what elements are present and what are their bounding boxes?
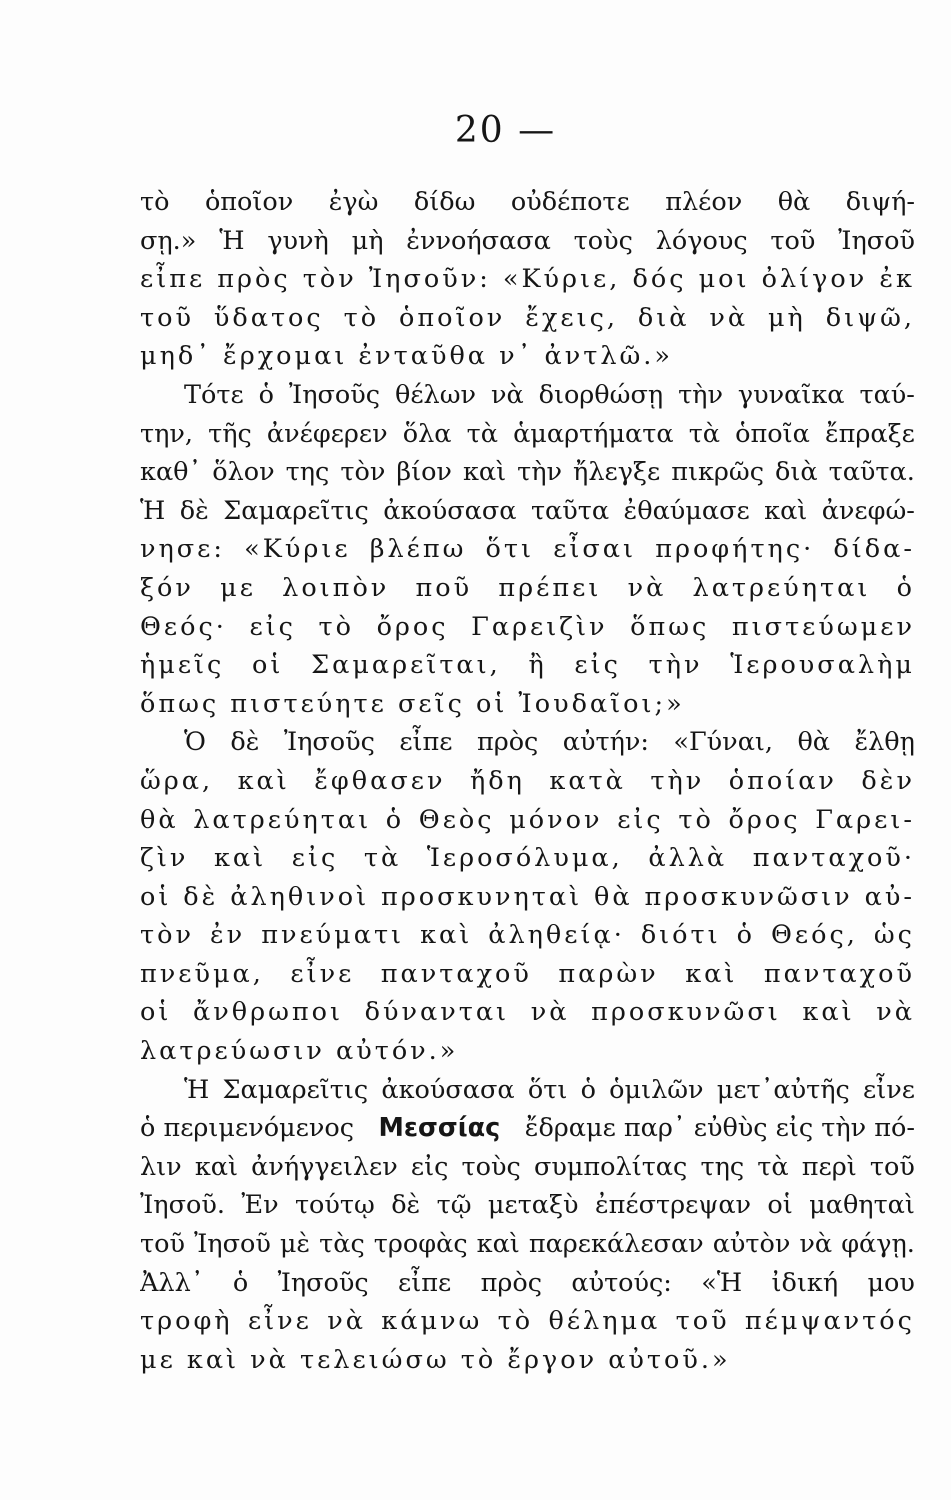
word: της <box>700 1151 745 1182</box>
word: τὸ <box>497 1306 534 1337</box>
word: ἰδική <box>771 1267 839 1298</box>
word: ὅτι <box>527 1074 568 1105</box>
word: ἐννοήσασα <box>406 225 551 256</box>
word: Γαρειζὶν <box>471 611 608 642</box>
word: νὰ <box>327 1306 366 1337</box>
word: τροφὰς <box>373 1229 468 1260</box>
word: τὴν <box>678 379 723 410</box>
text-line <box>140 839 915 878</box>
word: Ἡ <box>140 495 166 526</box>
word: ὁ <box>736 920 755 951</box>
word: τῷ <box>436 1190 472 1221</box>
text-line <box>140 608 915 647</box>
text-line <box>140 260 915 299</box>
word: λατρεύηται <box>692 572 871 603</box>
word: «Γύναι, <box>673 727 774 758</box>
word: τὰ <box>466 418 498 449</box>
word: διὰ <box>775 457 818 488</box>
page-text <box>140 183 915 1379</box>
word: ἀκούσασα <box>383 495 517 526</box>
word: ταῦτα <box>530 495 610 526</box>
word: Ἰησοῦς <box>288 379 381 410</box>
word: Θεός· <box>140 611 227 642</box>
word: πνεῦμα, <box>140 958 264 989</box>
word: διὰ <box>637 302 690 333</box>
word: οὐδέποτε <box>510 187 630 217</box>
word: τὸ <box>678 804 714 835</box>
word: ὁμιλῶν <box>609 1074 704 1105</box>
word: καὶ <box>685 958 738 989</box>
word: Ἰησοῦ <box>838 225 915 256</box>
text-line <box>140 993 915 1032</box>
word: ταύ- <box>859 379 915 410</box>
word: συμπολίτας <box>533 1151 688 1182</box>
text-line-messias <box>140 1109 915 1148</box>
text-segment: ἔδραμε παρ᾽ εὐθὺς εἰς τὴν πό- <box>524 1113 915 1144</box>
word: ἀνεφώ- <box>821 495 915 526</box>
word: καὶ <box>213 843 267 874</box>
text-line <box>140 1225 915 1264</box>
word: Σαμαρεῖτις <box>222 1074 369 1105</box>
word: εἶπε <box>399 727 453 758</box>
text-line: λατρεύωσιν αὐτόν.» <box>140 1036 459 1067</box>
word: εἰς <box>410 1151 449 1182</box>
word: γυνὴ <box>267 225 329 256</box>
word: εἰς <box>574 650 621 681</box>
word: νησε: <box>140 534 225 565</box>
word: μου <box>867 1267 915 1298</box>
word: τὰ <box>363 843 402 874</box>
word: Ἀλλ᾽ <box>140 1267 204 1298</box>
word: ἄνθρωποι <box>193 997 343 1028</box>
word: γυναῖκα <box>737 379 845 410</box>
word: τοὺς <box>573 225 633 256</box>
word: πρὸς <box>217 264 291 295</box>
word: ξόν <box>140 572 194 603</box>
word: εἰς <box>249 611 296 642</box>
word: τὸ <box>140 187 170 217</box>
word: εἶνε <box>290 958 355 989</box>
word: νὰ <box>799 1229 833 1260</box>
word: ὁ <box>580 1074 596 1105</box>
text-line <box>140 530 915 569</box>
word: διψή- <box>845 187 915 217</box>
word: ἀκούσασα <box>381 1074 515 1105</box>
word: πέμψαντός <box>744 1306 915 1337</box>
word: καὶ <box>476 1229 520 1260</box>
word: αὐτούς: <box>571 1267 672 1298</box>
text-line <box>140 453 915 492</box>
word: πρέπει <box>498 572 602 603</box>
word: τὸ <box>343 302 380 333</box>
word: λοιπὸν <box>282 572 390 603</box>
word: προσκυνῶσι <box>591 997 781 1028</box>
text-line <box>140 723 915 762</box>
word: καὶ <box>802 997 855 1028</box>
word: τὰς <box>319 1229 365 1260</box>
text-line <box>140 762 915 801</box>
word: Ἡ <box>219 225 245 256</box>
word: ἔπραξε <box>824 418 915 449</box>
word: φάγῃ. <box>841 1229 915 1260</box>
word: καὶ <box>194 1151 238 1182</box>
word: εἶπε <box>398 1267 452 1298</box>
word: τοῦ <box>140 1229 185 1260</box>
word: Θεός, <box>771 920 858 951</box>
word: αὐτὸν <box>712 1229 791 1260</box>
text-line <box>140 376 915 415</box>
word: εἶνε <box>863 1074 915 1105</box>
text-line <box>140 1302 915 1341</box>
word: τὴν <box>650 765 705 796</box>
word: παρεκάλεσαν <box>528 1229 704 1260</box>
word: κατὰ <box>549 765 626 796</box>
word: ἤλεγξε <box>573 457 661 488</box>
word: τῆς <box>208 418 252 449</box>
word: θέλων <box>394 379 476 410</box>
text-segment: ὁ περιμενόμενος <box>140 1113 354 1144</box>
word: καὶ <box>237 765 290 796</box>
word: ὁ <box>258 379 274 410</box>
word: προσκυνῶσιν <box>644 881 853 912</box>
word: Σαμαρεῖτις <box>223 495 369 526</box>
word: ὄρος <box>376 611 449 642</box>
word: νὰ <box>627 572 667 603</box>
word: ἔφθασεν <box>314 765 446 796</box>
word: εἶπε <box>140 264 206 295</box>
text-line <box>140 1071 915 1110</box>
word: τὸν <box>140 920 194 951</box>
word: ἐκ <box>879 264 915 295</box>
word: «Ἡ <box>701 1267 743 1298</box>
text-line <box>140 1186 915 1225</box>
word: ἀλλὰ <box>648 843 728 874</box>
word: τούτῳ <box>294 1190 375 1221</box>
word: νὰ <box>709 302 749 333</box>
word: ἤδη <box>469 765 525 796</box>
word: παρὼν <box>558 958 659 989</box>
word: δὲ <box>179 495 209 526</box>
word: μοι <box>698 264 750 295</box>
word: πρὸς <box>480 1267 542 1298</box>
word: «Κύριε, <box>502 264 621 295</box>
word: μαθηταὶ <box>809 1190 915 1221</box>
word: ἀνήγγειλεν <box>251 1151 398 1182</box>
word: διψῶ, <box>825 302 915 333</box>
text-line <box>140 801 915 840</box>
word: ὄρος <box>728 804 801 835</box>
word: ὅπως <box>630 611 710 642</box>
word: ἐγὼ <box>328 187 379 217</box>
word: βλέπω <box>369 534 467 565</box>
text-line <box>140 1264 915 1303</box>
word: μὴ <box>351 225 384 256</box>
word: εἶσαι <box>553 534 637 565</box>
word: ὁποῖον <box>204 187 294 217</box>
word: της <box>285 457 330 488</box>
word: ἐθαύμασε <box>623 495 750 526</box>
word: προσκυνηταὶ <box>381 881 583 912</box>
word: ἢ <box>528 650 547 681</box>
word: δίδω <box>413 187 476 217</box>
text-line <box>140 569 915 608</box>
word: πιστεύωμεν <box>731 611 915 642</box>
word: νὰ <box>490 379 524 410</box>
word: ταῦτα. <box>828 457 915 488</box>
word: ὁποίαν <box>728 765 837 796</box>
word: λατρεύηται <box>193 804 372 835</box>
word: τὴν <box>648 650 703 681</box>
word: τὰ <box>688 418 721 449</box>
word: Ἱεροσόλυμα, <box>426 843 623 874</box>
word: ὁ <box>896 572 915 603</box>
word: εἶνε <box>247 1306 312 1337</box>
word: δὲν <box>861 765 915 796</box>
text-line <box>140 183 915 222</box>
word: δός <box>632 264 687 295</box>
word: βίον <box>396 457 452 488</box>
word: τοῦ <box>770 225 816 256</box>
word: Ἡ <box>184 1074 210 1105</box>
word: τοῦ <box>869 1151 915 1182</box>
word: ὁποῖον <box>398 302 506 333</box>
text-line <box>140 415 915 454</box>
word: τοῦ <box>675 1306 730 1337</box>
word: οἱ <box>140 881 172 912</box>
word: περὶ <box>801 1151 857 1182</box>
word: οἱ <box>767 1190 793 1221</box>
text-line <box>140 955 915 994</box>
word: Ἐν <box>241 1190 279 1221</box>
word: δὲ <box>391 1190 421 1221</box>
text-line <box>140 1148 915 1187</box>
word: ἁμαρτήματα <box>513 418 674 449</box>
word: ὁ <box>385 804 405 835</box>
text-line <box>140 492 915 531</box>
word: μεταξὺ <box>487 1190 579 1221</box>
word: ἡμεῖς <box>140 650 225 681</box>
word: ποῦ <box>415 572 473 603</box>
word: μὴ <box>767 302 806 333</box>
word: δὲ <box>183 881 219 912</box>
word: καὶ <box>764 495 808 526</box>
word: καὶ <box>420 920 473 951</box>
word: θὰ <box>594 881 633 912</box>
word: πανταχοῦ· <box>752 843 915 874</box>
word: ὅλον <box>212 457 275 488</box>
word: Ὁ <box>184 727 206 758</box>
word: πανταχοῦ <box>763 958 915 989</box>
word: θέλημα <box>548 1306 661 1337</box>
word: μόνον <box>509 804 603 835</box>
word: ὁποῖα <box>735 418 810 449</box>
text-line <box>140 916 915 955</box>
word: Ἰησοῦς <box>277 1267 369 1298</box>
word: ἔλθῃ <box>854 727 915 758</box>
word: πανταχοῦ <box>380 958 532 989</box>
word: εἰς <box>617 804 664 835</box>
word: καθ᾽ <box>140 457 202 488</box>
word: ἀληθινοὶ <box>230 881 370 912</box>
word: διότι <box>640 920 721 951</box>
word: θὰ <box>140 804 179 835</box>
word: «Κύριε <box>244 534 351 565</box>
word: Ἰησοῦ <box>194 1229 271 1260</box>
word: τὸν <box>340 457 386 488</box>
word: Ἰησοῦς <box>283 727 375 758</box>
word: με <box>220 572 256 603</box>
word: τὸν <box>302 264 357 295</box>
word: εἰς <box>291 843 339 874</box>
word: τοῦ <box>140 302 194 333</box>
word: πικρῶς <box>671 457 764 488</box>
word: θὰ <box>797 727 831 758</box>
word: Ἰησοῦν: <box>368 264 491 295</box>
word: ὅλα <box>402 418 452 449</box>
word: δὲ <box>230 727 260 758</box>
word: τὸ <box>318 611 354 642</box>
word: ὁ <box>232 1267 249 1298</box>
word: νὰ <box>530 997 570 1028</box>
page-number: 20 — <box>454 110 557 151</box>
word: ἔχεις, <box>525 302 618 333</box>
text-line: μηδ᾽ ἔρχομαι ἐνταῦθα ν᾽ ἀντλῶ.» <box>140 341 673 372</box>
word: Τότε <box>184 379 244 410</box>
word: την, <box>140 418 193 449</box>
word: ὡς <box>873 920 915 951</box>
text-line: με καὶ νὰ τελειώσω τὸ ἔργον αὐτοῦ.» <box>140 1344 731 1375</box>
word: νὰ <box>876 997 915 1028</box>
word: μὲ <box>279 1229 311 1260</box>
word: Ἱερουσαλὴμ <box>730 650 915 681</box>
text-line <box>140 878 915 917</box>
text-line <box>140 299 915 338</box>
word: δίδα- <box>833 534 915 565</box>
word: οἱ <box>140 997 172 1028</box>
word: αὐτήν: <box>562 727 649 758</box>
word: προφήτης· <box>655 534 815 565</box>
word: ζὶν <box>140 843 189 874</box>
word: κάμνω <box>381 1306 483 1337</box>
word: μετ᾽αὐτῆς <box>716 1074 850 1105</box>
word: Θεὸς <box>418 804 495 835</box>
word: πρὸς <box>476 727 539 758</box>
word: τὴν <box>517 457 563 488</box>
word: δύνανται <box>364 997 510 1028</box>
word: αὐ- <box>864 881 915 912</box>
word: τὰ <box>757 1151 789 1182</box>
word: ἀνέφερεν <box>266 418 388 449</box>
word: λόγους <box>655 225 748 256</box>
word: πνεύματι <box>261 920 405 951</box>
word: τροφὴ <box>140 1306 233 1337</box>
bold-word-messias: Μεσσίας <box>378 1113 501 1144</box>
word: σῃ.» <box>140 225 197 256</box>
word: λιν <box>140 1151 182 1182</box>
word: οἱ <box>252 650 284 681</box>
word: τοὺς <box>461 1151 521 1182</box>
text-line: ὅπως πιστεύητε σεῖς οἱ Ἰουδαῖοι;» <box>140 688 685 719</box>
word: ὥρα, <box>140 765 214 796</box>
text-line <box>140 222 915 261</box>
word: ἐπέστρεψαν <box>594 1190 752 1221</box>
word: ἀληθείᾳ· <box>488 920 625 951</box>
word: Ἰησοῦ. <box>140 1190 225 1221</box>
word: πλέον <box>665 187 743 217</box>
word: καὶ <box>462 457 507 488</box>
word: ἐν <box>209 920 246 951</box>
word: ὅτι <box>485 534 535 565</box>
word: ὀλίγον <box>761 264 868 295</box>
text-line <box>140 646 915 685</box>
word: Γαρει- <box>815 804 915 835</box>
word: Σαμαρεῖται, <box>311 650 501 681</box>
word: διορθώσῃ <box>538 379 664 410</box>
word: ὕδατος <box>213 302 324 333</box>
word: θὰ <box>777 187 811 217</box>
